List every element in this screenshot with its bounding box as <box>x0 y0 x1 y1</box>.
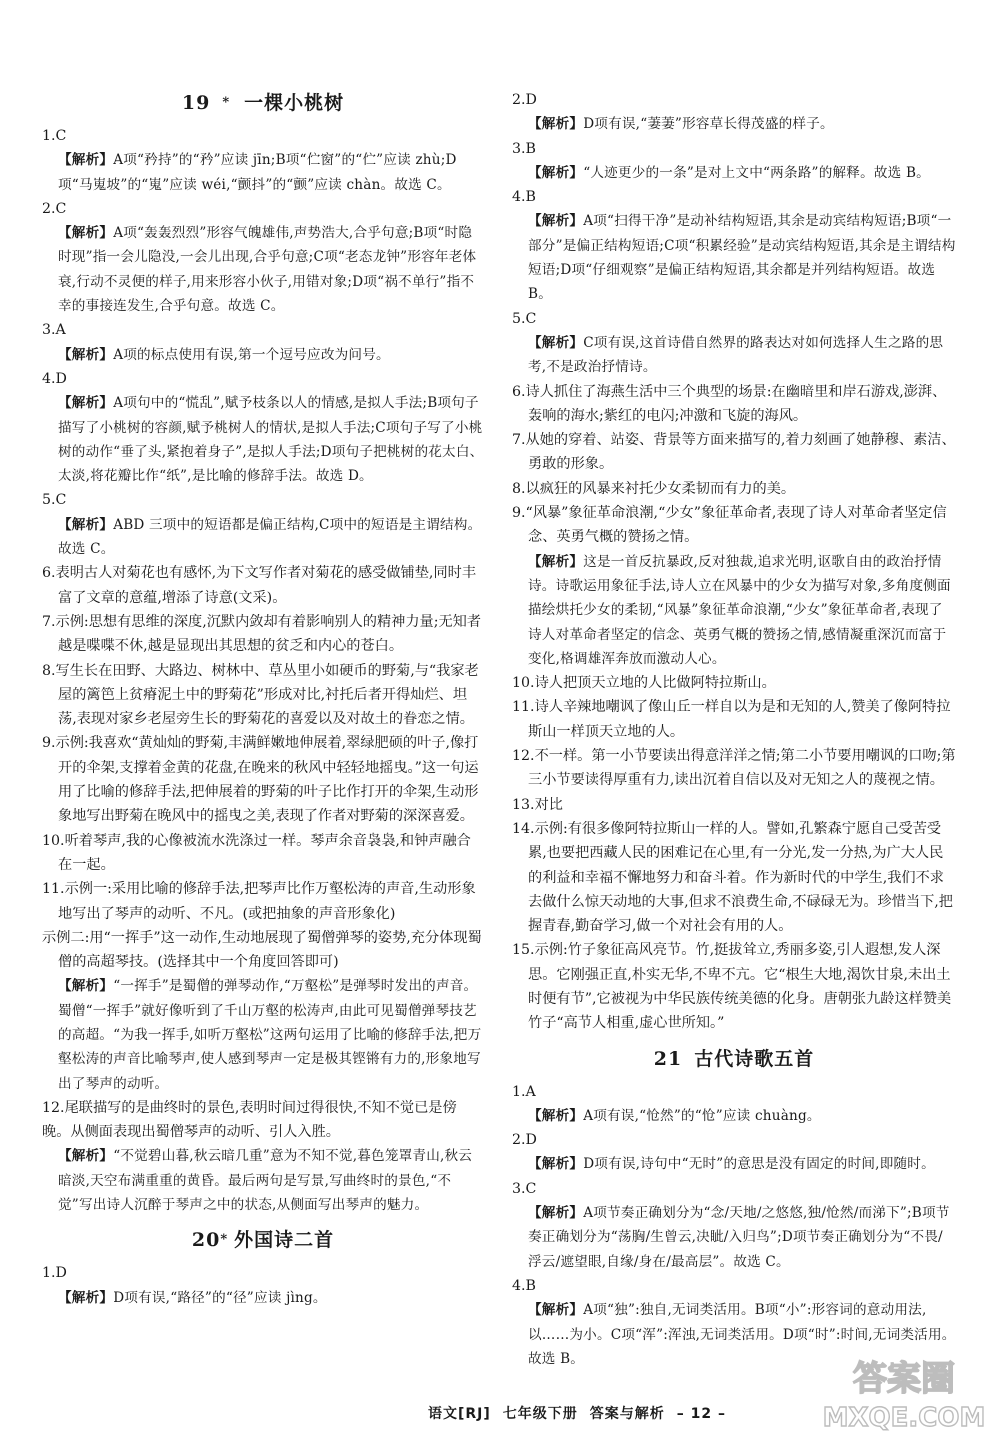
answer-list <box>512 88 956 380</box>
analysis-tag: 【解析】 <box>58 978 114 995</box>
section-title-20 <box>42 1227 484 1253</box>
analysis-paragraph <box>512 1104 956 1128</box>
answer-list <box>42 561 484 974</box>
analysis-text: “不觉碧山暮,秋云暗几重”意为不知不觉,暮色笼罩青山,秋云暗淡,天空布满重重的黄昏。最后两句是写景,写曲终时的景色,“不觉”写出诗人沉醉于琴声之中的状态,从侧面写出琴声的魅力。 <box>58 1148 473 1214</box>
analysis-tag: 【解析】 <box>58 1289 114 1306</box>
section-name: 一棵小桃树 <box>244 92 345 114</box>
answer-number: 13. <box>512 796 535 813</box>
analysis-paragraph <box>42 391 484 488</box>
analysis-text: A项“扫得干净”是动补结构短语,其余是动宾结构短语;B项“一部分”是偏正结构短语;C项“积累经验”是动宾结构短语,其余是主谓结构短语;D项“仔细观察”是偏正结构短语,其余都是并列结构短语。故选 B。 <box>528 213 956 303</box>
answer-list <box>42 124 484 561</box>
analysis-text: ABD 三项中的短语都是偏正结构,C项中的短语是主谓结构。故选 C。 <box>58 516 482 558</box>
analysis-paragraph <box>42 148 484 197</box>
page-number: – 12 – <box>676 1406 727 1422</box>
analysis-text: A项的标点使用有误,第一个逗号应改为问号。 <box>113 346 390 363</box>
answer-item <box>42 877 484 926</box>
answer-number: 12. <box>42 1099 65 1116</box>
analysis-tag: 【解析】 <box>528 334 584 351</box>
answer-text: 表明古人对菊花也有感怀,为下文写作者对菊花的感受做铺垫,同时丰富了文章的意蕴,增添了诗意(文采)。 <box>55 565 477 606</box>
analysis-tag: 【解析】 <box>528 1107 584 1124</box>
answer-text: 示例:竹子象征高风亮节。竹,挺拔耸立,秀丽多姿,引人遐想,发人深思。它刚强正直,朴实无华,不卑不亢。它“根生大地,渴饮甘泉,未出土时便有节”,它被视为中华民族传统美德的化身。唐朝张九龄这样赞美竹子“高节人相重,虚心世所知。” <box>528 942 952 1032</box>
section-name: 外国诗二首 <box>234 1229 335 1252</box>
analysis-text: D项有误,诗句中“无时”的意思是没有固定的时间,即随时。 <box>583 1156 935 1173</box>
answer-item <box>42 731 484 828</box>
analysis-text: D项有误,“萋萋”形容草长得茂盛的样子。 <box>583 116 834 133</box>
answer-number: 10. <box>512 675 535 692</box>
answer-number: 7. <box>42 613 56 630</box>
answer-item <box>512 793 956 817</box>
answer-item <box>42 659 484 732</box>
answer-text: 尾联描写的是曲终时的景色,表明时间过得很快,不知不觉已是傍晚。从侧面表现出蜀僧琴声的动听、引人入胜。 <box>42 1099 457 1141</box>
answer-number: 7. <box>512 432 526 449</box>
analysis-text: A项“轰轰烈烈”形容气魄雄伟,声势浩大,合乎句意;B项“时隐时现”指一会儿隐没,一会儿出现,合乎句意;C项“老态龙钟”形容年老体衰,行动不灵便的样子,用来形容小伙子,用错对象;D项“祸不单行”指不幸的事接连发生,合乎句意。故选 C。 <box>58 225 477 315</box>
answer-choice: 1.C <box>42 128 67 144</box>
answer-item <box>512 817 956 938</box>
analysis-text: C项有误,这首诗借自然界的路表达对如何选择人生之路的思考,不是政治抒情诗。 <box>528 334 944 376</box>
analysis-tag: 【解析】 <box>58 395 114 412</box>
analysis-text: D项有误,“路径”的“径”应读 jìng。 <box>113 1289 327 1306</box>
answer-choice: 2.D <box>512 1132 537 1149</box>
analysis-tag: 【解析】 <box>528 213 584 230</box>
answer-text: 示例一:采用比喻的修辞手法,把琴声比作万壑松涛的声音,生动形象地写出了琴声的动听、不凡。(或把抽象的声音形象化) <box>58 881 476 922</box>
analysis-tag: 【解析】 <box>58 516 114 533</box>
answer-item <box>42 610 484 659</box>
answer-number: 10. <box>42 832 65 849</box>
analysis-text: A项句中的“慌乱”,赋予枝条以人的情感,是拟人手法;B项句子描写了小桃树的容颜,赋予桃树人的情状,是拟人手法;C项句子写了小桃树的动作“垂了头,紧抱着身子”,是拟人手法;D项句子把桃树的花太白、太淡,将花瓣比作“纸”,是比喻的修辞手法。故选 D。 <box>58 395 484 485</box>
analysis-text: A项“矜持”的“矜”应读 jīn;B项“伫窗”的“伫”应读 zhù;D项“马嵬坡”的“嵬”应读 wéi,“颤抖”的“颤”应读 chàn。故选 C。 <box>58 152 457 193</box>
answer-item <box>512 501 956 550</box>
answer-text: 不一样。第一小节要读出得意洋洋之情;第二小节要用嘲讽的口吻;第三小节要读得厚重有力,读出沉着自信以及对无知之人的蔑视之情。 <box>528 748 956 789</box>
analysis-paragraph <box>512 331 956 380</box>
analysis-paragraph <box>512 1152 956 1176</box>
answer-text: 写生长在田野、大路边、树林中、草丛里小如硬币的野菊,与“我家老屋的篱笆上贫瘠泥土中的野菊花”形成对比,衬托后者开得灿烂、坦荡,表现对家乡老屋旁生长的野菊花的喜爱以及对故土的眷恋之情。 <box>55 662 479 728</box>
footer-subject: 语文[RJ] <box>428 1406 491 1422</box>
answer-choice: 2.C <box>42 200 67 217</box>
answer-item <box>42 1096 484 1145</box>
answer-text: 诗人辛辣地嘲讽了像山丘一样自以为是和无知的人,赞美了像阿特拉斯山一样顶天立地的人。 <box>528 699 951 740</box>
analysis-paragraph <box>512 1201 956 1274</box>
answer-item <box>512 380 956 429</box>
analysis-paragraph <box>42 1144 484 1217</box>
answer-item <box>512 938 956 1035</box>
answer-text: 诗人把顶天立地的人比做阿特拉斯山。 <box>534 675 776 692</box>
analysis-tag: 【解析】 <box>528 1302 584 1319</box>
section-number: 19 <box>181 92 211 114</box>
analysis-text: A项有误,“怆然”的“怆”应读 chuàng。 <box>583 1107 821 1124</box>
watermark-bottom: MXQE.COM <box>822 1403 986 1433</box>
analysis-tag: 【解析】 <box>528 1205 584 1222</box>
analysis-paragraph <box>42 343 484 367</box>
answer-choice: 5.C <box>42 492 67 509</box>
answer-text: 以疯狂的风暴来衬托少女柔韧而有力的美。 <box>525 480 796 497</box>
answer-number: 9. <box>42 735 56 752</box>
analysis-tag: 【解析】 <box>528 553 584 570</box>
answer-item <box>42 926 484 975</box>
analysis-tag: 【解析】 <box>528 116 584 133</box>
analysis-paragraph <box>512 161 956 185</box>
answer-choice: 3.A <box>42 322 66 339</box>
analysis-paragraph <box>512 550 956 671</box>
analysis-text: “一挥手”是蜀僧的弹琴动作,“万壑松”是弹琴时发出的声音。蜀僧“一挥手”就好像听到了千山万壑的松涛声,由此可见蜀僧弹琴技艺的高超。“为我一挥手,如听万壑松”这两句运用了比喻的修辞手法,把万壑松涛的声音比喻琴声,使人感到琴声一定是极其铿锵有力的,形象地写出了琴声的动听。 <box>58 978 482 1092</box>
answer-list <box>512 1080 956 1372</box>
answer-choice: 4.B <box>512 189 536 206</box>
answer-number: 8. <box>42 662 56 679</box>
answer-number: 12. <box>512 748 535 765</box>
answer-text: “风暴”象征革命浪潮,“少女”象征革命者,表现了诗人对革命者坚定信念、英勇气概的赞扬之情。 <box>525 505 947 546</box>
page-footer <box>428 1403 738 1423</box>
answer-choice: 1.D <box>42 1265 67 1282</box>
answer-number: 11. <box>42 881 65 898</box>
answer-choice: 4.D <box>42 370 67 387</box>
answer-text: 对比 <box>534 796 563 813</box>
answer-text: 示例:有很多像阿特拉斯山一样的人。譬如,孔繁森宁愿自己受苦受累,也要把西藏人民的困难记在心里,有一分光,发一分热,为广大人民的利益和幸福不懈地努力和奋斗着。作为新时代的中学生,我们不求去做什么惊天动地的大事,但求不浪费生命,不碌碌无为。珍惜当下,把握青春,勤奋学习,做一个对社会有用的人。 <box>528 820 953 935</box>
analysis-paragraph <box>512 112 956 136</box>
analysis-tag: 【解析】 <box>528 164 584 181</box>
answer-item <box>512 695 956 744</box>
section-star: * <box>220 1232 229 1248</box>
analysis-tag: 【解析】 <box>58 225 114 242</box>
section-name: 古代诗歌五首 <box>694 1047 815 1070</box>
analysis-text: “人迹更少的一条”是对上文中“两条路”的解释。故选 B。 <box>583 164 930 181</box>
answer-text: 示例:我喜欢“黄灿灿的野菊,丰满鲜嫩地伸展着,翠绿肥硕的叶子,像打开的伞架,支撑着金黄的花盘,在晚来的秋风中轻轻地摇曳。”这一句运用了比喻的修辞手法,把伸展着的野菊的叶子比作打开的伞架,生动形象地写出野菊在晚风中的摇曳之美,表现了作者对野菊的深深喜爱。 <box>55 735 479 825</box>
answer-number: 6. <box>512 383 526 400</box>
answer-number: 8. <box>512 480 526 497</box>
answer-text: 示例:思想有思维的深度,沉默内敛却有着影响别人的精神力量;无知者越是喋喋不休,越是显现出其思想的贫乏和内心的苍白。 <box>55 613 482 655</box>
analysis-paragraph <box>42 1286 484 1310</box>
answer-choice: 5.C <box>512 310 537 327</box>
answer-number: 15. <box>512 942 535 959</box>
answer-item <box>512 428 956 477</box>
section-number: 21 <box>653 1047 683 1070</box>
answer-number: 11. <box>512 699 535 716</box>
section-star: * <box>222 95 231 110</box>
answer-choice: 1.A <box>512 1083 536 1100</box>
answer-item <box>512 671 956 695</box>
analysis-tag: 【解析】 <box>58 1148 114 1165</box>
answer-list <box>512 671 956 1035</box>
answer-item <box>42 829 484 878</box>
left-column <box>42 86 484 1310</box>
analysis-paragraph <box>42 513 484 562</box>
right-column <box>512 88 956 1371</box>
answer-number: 6. <box>42 565 56 582</box>
answer-list <box>512 380 956 550</box>
analysis-tag: 【解析】 <box>58 346 114 363</box>
footer-section: 答案与解析 <box>589 1406 665 1422</box>
answer-text: 听着琴声,我的心像被流水洗涤过一样。琴声余音袅袅,和钟声融合在一起。 <box>58 832 471 873</box>
answer-choice: 3.C <box>512 1180 537 1197</box>
analysis-tag: 【解析】 <box>58 152 114 169</box>
section-title-21 <box>512 1046 956 1072</box>
section-title-19 <box>42 90 484 116</box>
watermark-top: 答案圈 <box>853 1359 955 1399</box>
answer-choice: 4.B <box>512 1277 536 1294</box>
answer-item <box>512 744 956 793</box>
answer-text: 诗人抓住了海燕生活中三个典型的场景:在幽暗里和岸石游戏,澎湃、轰响的海水;紫红的电闪;冲激和飞旋的海风。 <box>525 383 947 424</box>
analysis-text: 这是一首反抗暴政,反对独裁,追求光明,讴歌自由的政治抒情诗。诗歌运用象征手法,诗人立在风暴中的少女为描写对象,多角度侧面描绘烘托少女的柔韧,“风暴”象征革命浪潮,“少女”象征革命者,表现了诗人对革命者坚定的信念、英勇气概的赞扬之情,感情凝重深沉而富于变化,格调雄浑奔放而激动人心。 <box>528 553 951 667</box>
answer-number: 14. <box>512 820 535 837</box>
answer-number: 9. <box>512 505 526 522</box>
answer-choice: 3.B <box>512 140 536 157</box>
answer-choice: 2.D <box>512 92 537 108</box>
answer-item <box>512 477 956 501</box>
analysis-text: A项“独”:独自,无词类活用。B项“小”:形容词的意动用法,以……为小。C项“浑”:浑浊,无词类活用。D项“时”:时间,无词类活用。故选 B。 <box>528 1302 956 1367</box>
analysis-paragraph <box>512 209 956 306</box>
section-number: 20 <box>191 1229 221 1252</box>
watermark-logo <box>814 1352 994 1434</box>
analysis-tag: 【解析】 <box>528 1156 584 1173</box>
answer-item <box>42 561 484 610</box>
footer-grade: 七年级下册 <box>502 1406 578 1422</box>
analysis-paragraph <box>42 974 484 1095</box>
analysis-text: A项节奏正确划分为“念/天地/之悠悠,独/怆然/而涕下”;B项节奏正确划分为“荡胸/生曾云,决眦/入归鸟”;D项节奏正确划分为“不畏/浮云/遮望眼,自缘/身在/最高层”。故选 C。 <box>528 1205 950 1270</box>
answer-text: 从她的穿着、站姿、背景等方面来描写的,着力刻画了她静穆、素洁、勇敢的形象。 <box>525 432 956 473</box>
analysis-paragraph <box>42 221 484 318</box>
answer-text: 示例二:用“一挥手”这一动作,生动地展现了蜀僧弹琴的姿势,充分体现蜀僧的高超琴技。(选择其中一个角度回答即可) <box>42 929 482 971</box>
